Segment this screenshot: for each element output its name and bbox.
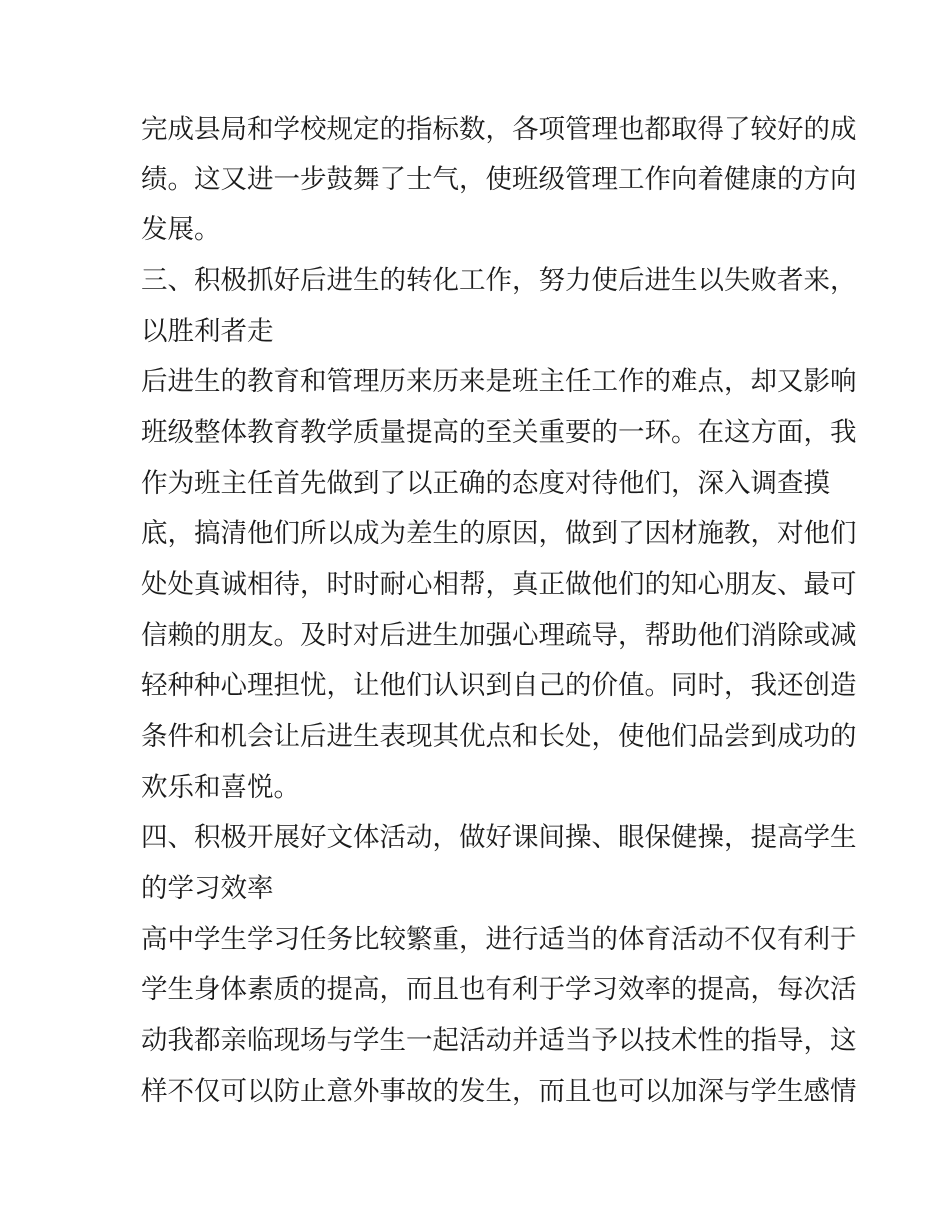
paragraph-line: 欢乐和喜悦。 (141, 772, 300, 803)
paragraph-line: 处处真诚相待，时时耐心相帮，真正做他们的知心朋友、最可 (141, 569, 857, 600)
paragraph-line: 信赖的朋友。及时对后进生加强心理疏导，帮助他们消除或减 (141, 620, 857, 651)
paragraph-line: 底，搞清他们所以成为差生的原因，做到了因材施教，对他们 (141, 518, 857, 549)
paragraph-line: 后进生的教育和管理历来历来是班主任工作的难点，却又影响 (141, 366, 857, 397)
section-heading-line: 的学习效率 (141, 873, 274, 904)
paragraph-line: 动我都亲临现场与学生一起活动并适当予以技术性的指导，这 (141, 1025, 857, 1056)
paragraph-line: 作为班主任首先做到了以正确的态度对待他们，深入调查摸 (141, 468, 830, 499)
section-heading-line: 四、积极开展好文体活动，做好课间操、眼保健操，提高学生 (141, 822, 857, 853)
paragraph-line: 样不仅可以防止意外事故的发生，而且也可以加深与学生感情 (141, 1076, 857, 1107)
paragraph-line: 高中学生学习任务比较繁重，进行适当的体育活动不仅有利于 (141, 924, 857, 955)
paragraph-line: 条件和机会让后进生表现其优点和长处，使他们品尝到成功的 (141, 721, 857, 752)
section-heading-line: 以胜利者走 (141, 316, 274, 347)
paragraph-line: 完成县局和学校规定的指标数，各项管理也都取得了较好的成 (141, 114, 857, 145)
paragraph-line: 绩。这又进一步鼓舞了士气，使班级管理工作向着健康的方向 (141, 164, 857, 195)
paragraph-line: 学生身体素质的提高，而且也有利于学习效率的提高，每次活 (141, 974, 857, 1005)
paragraph-line: 班级整体教育教学质量提高的至关重要的一环。在这方面，我 (141, 417, 857, 448)
paragraph-line: 轻种种心理担忧，让他们认识到自己的价值。同时，我还创造 (141, 670, 857, 701)
section-heading-line: 三、积极抓好后进生的转化工作，努力使后进生以失败者来， (141, 265, 857, 296)
paragraph-line: 发展。 (141, 214, 221, 245)
